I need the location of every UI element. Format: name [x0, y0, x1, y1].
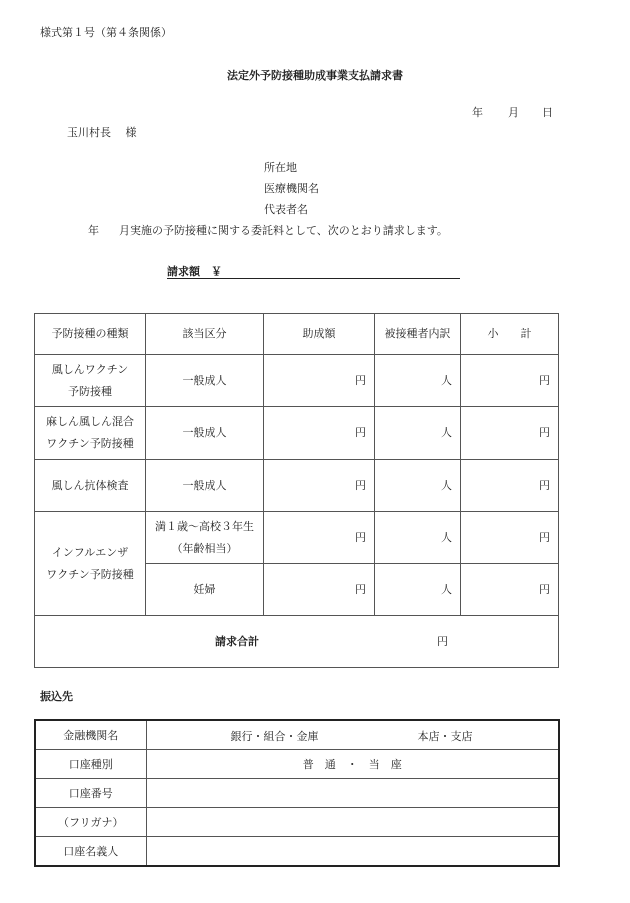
addressee: 玉川村長 様 [67, 126, 137, 139]
date-day: 日 [542, 106, 553, 119]
form-title: 法定外予防接種助成事業支払請求書 [227, 69, 403, 82]
account-number-label: 口座番号 [35, 779, 146, 808]
amount-cell[interactable]: 円 [264, 564, 375, 616]
transfer-label: 振込先 [40, 690, 73, 703]
branch-type-options: 本店・支店 [417, 730, 473, 743]
claim-amount-label: 請求額 ￥ [167, 265, 222, 278]
vaccine-type [35, 355, 146, 407]
bank-type-options: 銀行・組合・金庫 [230, 730, 319, 743]
type-line: 予防接種 [68, 384, 112, 398]
account-holder-label: 口座名義人 [35, 837, 146, 867]
header-subtotal: 小 計 [461, 314, 559, 355]
table-header-row [35, 314, 559, 355]
total-label: 請求合計 [215, 635, 259, 648]
table-row [35, 460, 559, 512]
table-row [35, 407, 559, 460]
bank-row [35, 779, 559, 808]
bank-row [35, 837, 559, 867]
amount-cell[interactable]: 円 [264, 407, 375, 460]
header-amount: 助成額 [264, 314, 375, 355]
account-number-field[interactable] [146, 779, 559, 808]
bank-row [35, 750, 559, 779]
recipients-cell[interactable]: 人 [375, 355, 461, 407]
bank-table [34, 719, 560, 867]
category-line: （年齢相当） [171, 541, 238, 555]
furigana-field[interactable] [146, 808, 559, 837]
category: 一般成人 [146, 355, 264, 407]
recipients-cell[interactable]: 人 [375, 564, 461, 616]
subtotal-cell[interactable]: 円 [461, 460, 559, 512]
claimant-institution-label: 医療機関名 [264, 182, 319, 195]
claim-amount-line [167, 278, 460, 279]
vaccine-type [35, 407, 146, 460]
date-year: 年 [472, 106, 483, 119]
total-row [35, 616, 559, 668]
subtotal-cell[interactable]: 円 [461, 512, 559, 564]
subtotal-cell[interactable]: 円 [461, 355, 559, 407]
type-line: ワクチン予防接種 [46, 437, 134, 450]
bank-row [35, 720, 559, 750]
date-month: 月 [508, 106, 519, 119]
account-holder-field[interactable] [146, 837, 559, 867]
header-type: 予防接種の種類 [35, 314, 146, 355]
form-number: 様式第１号（第４条関係） [40, 26, 172, 39]
account-type-label: 口座種別 [35, 750, 146, 779]
bank-row [35, 808, 559, 837]
total-unit: 円 [437, 635, 448, 648]
account-type-options[interactable]: 普 通 ・ 当 座 [146, 750, 559, 779]
vaccine-type: 風しん抗体検査 [35, 460, 146, 512]
header-category: 該当区分 [146, 314, 264, 355]
subsidy-table [34, 313, 559, 668]
claimant-representative-label: 代表者名 [264, 203, 308, 216]
claimant-address-label: 所在地 [264, 161, 297, 174]
type-line: 風しんワクチン [51, 362, 129, 376]
statement-year: 年 [88, 224, 99, 237]
category: 一般成人 [146, 460, 264, 512]
amount-cell[interactable]: 円 [264, 460, 375, 512]
bank-name-field[interactable] [146, 720, 559, 750]
bank-name-label: 金融機関名 [35, 720, 146, 750]
table-row [35, 355, 559, 407]
category [146, 512, 264, 564]
type-line: ワクチン予防接種 [46, 567, 134, 581]
type-line: 麻しん風しん混合 [46, 415, 134, 428]
category: 一般成人 [146, 407, 264, 460]
category: 妊婦 [146, 564, 264, 616]
total-cell[interactable] [35, 616, 559, 668]
amount-cell[interactable]: 円 [264, 355, 375, 407]
table-row [35, 512, 559, 564]
subtotal-cell[interactable]: 円 [461, 407, 559, 460]
furigana-label: （フリガナ） [35, 808, 146, 837]
type-line: インフルエンザ [51, 545, 129, 559]
statement-text: 月実施の予防接種に関する委託料として、次のとおり請求します。 [119, 224, 448, 237]
recipients-cell[interactable]: 人 [375, 512, 461, 564]
amount-cell[interactable]: 円 [264, 512, 375, 564]
recipients-cell[interactable]: 人 [375, 460, 461, 512]
category-line: 満１歳～高校３年生 [155, 519, 254, 533]
subtotal-cell[interactable]: 円 [461, 564, 559, 616]
header-recipients: 被接種者内訳 [375, 314, 461, 355]
recipients-cell[interactable]: 人 [375, 407, 461, 460]
vaccine-type-influenza [35, 512, 146, 616]
